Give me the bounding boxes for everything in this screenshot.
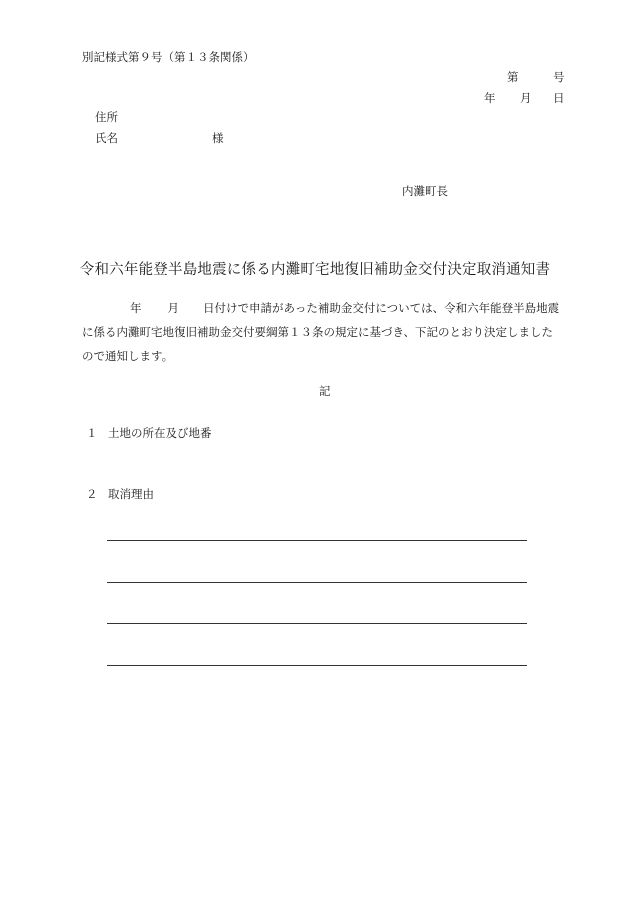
form-number: 別記様式第９号（第１３条関係） xyxy=(82,50,255,64)
honorific: 様 xyxy=(212,131,224,145)
body-paragraph xyxy=(82,296,572,368)
body-line-3: ので通知します。 xyxy=(82,349,174,363)
address-label: 住所 xyxy=(95,110,118,124)
ki-heading: 記 xyxy=(319,384,331,398)
reason-line-2 xyxy=(107,582,527,583)
body-line-2: に係る内灘町宅地復旧補助金交付要綱第１３条の規定に基づき、下記のとおり決定しました xyxy=(82,325,554,339)
date-year: 年 xyxy=(484,91,496,105)
body-month: 月 xyxy=(167,301,179,315)
reason-line-3 xyxy=(107,623,527,624)
body-line-1-rest: 日付けで申請があった補助金交付については、令和六年能登半島地震 xyxy=(203,301,560,315)
item-2-number: ２ xyxy=(86,487,98,501)
reason-line-4 xyxy=(107,665,527,666)
item-1-label: 土地の所在及び地番 xyxy=(108,426,212,440)
item-1-number: １ xyxy=(86,426,98,440)
body-line-1 xyxy=(82,296,572,320)
date-day: 日 xyxy=(553,91,565,105)
doc-number-go: 号 xyxy=(553,70,565,84)
document-title: 令和六年能登半島地震に係る内灘町宅地復旧補助金交付決定取消通知書 xyxy=(79,262,551,278)
body-year: 年 xyxy=(130,301,142,315)
issuer: 内灘町長 xyxy=(402,184,448,198)
name-label: 氏名 xyxy=(95,131,118,145)
doc-number-dai: 第 xyxy=(507,70,519,84)
date-month: 月 xyxy=(520,91,532,105)
item-2-label: 取消理由 xyxy=(108,487,154,501)
reason-line-1 xyxy=(107,540,527,541)
